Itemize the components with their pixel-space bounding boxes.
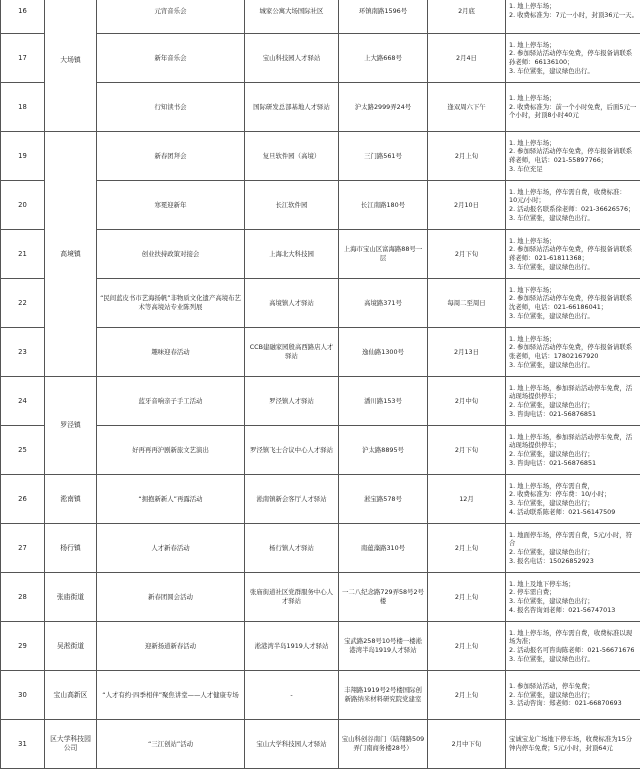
note-line: 3. 车位紧张，建议绿色出行； xyxy=(509,597,594,605)
parking-notes xyxy=(506,328,640,377)
organizer: 城家公寓大场国际社区 xyxy=(245,0,339,34)
row-number: 19 xyxy=(1,132,45,181)
note-line: 1. 参加驿站活动，停车免费； xyxy=(509,682,594,691)
district-name: 罗泾镇 xyxy=(45,377,97,475)
row-number: 17 xyxy=(1,34,45,83)
note-line: 2. 车位紧张，建议绿色出行； xyxy=(509,450,594,458)
address: 潘川路153号 xyxy=(339,377,428,426)
note-line: 个小时，封顶8小时40元 xyxy=(509,111,579,120)
note-line: 3. 车位紧张，建议绿色出行。 xyxy=(509,360,594,369)
note-line: 1. 地上停车场，停车需自费，收费标准： xyxy=(509,187,626,196)
district-name: 高境镇 xyxy=(45,132,97,377)
parking-notes xyxy=(506,671,640,720)
table-row xyxy=(1,524,640,573)
note-line: 10元/小时； xyxy=(509,196,545,205)
note-line: 张老师，电话：17802167920 xyxy=(509,352,599,360)
note-line: 3. 车位紧张，建议绿色出行。 xyxy=(509,311,594,320)
address: 一二八纪念路729弄58号2号楼 xyxy=(339,573,428,622)
event-time: 2月底 xyxy=(428,0,506,34)
note-line: 1. 地上停车场； xyxy=(509,94,556,103)
organizer: - xyxy=(245,671,339,720)
note-line: 钟内停车免费；5元/小时，封顶64元 xyxy=(509,744,613,752)
event-name: “三江创站”活动 xyxy=(97,720,245,769)
organizer: 宝山科技园人才驿站 xyxy=(245,34,339,83)
address: 高境路371号 xyxy=(339,279,428,328)
event-time: 逢双周六下午 xyxy=(428,83,506,132)
event-name: 元宵音乐会 xyxy=(97,0,245,34)
note-line: 3. 咨询电话：021-56876851 xyxy=(509,458,597,467)
event-time: 2月上旬 xyxy=(428,622,506,671)
parking-notes xyxy=(506,230,640,279)
organizer: 淞南镇新会客厅人才驿站 xyxy=(245,475,339,524)
organizer: CCB建融家园殷高西路店人才驿站 xyxy=(245,328,339,377)
event-time: 每周二至周日 xyxy=(428,279,506,328)
table-row xyxy=(1,181,640,230)
district-name: 杨行镇 xyxy=(45,524,97,573)
table-row xyxy=(1,377,640,426)
event-name: 好再再再沪剧新旅文艺演出 xyxy=(97,426,245,475)
table-row xyxy=(1,230,640,279)
note-line: 2. 参加驿站活动停车免费，停车报备请联系 xyxy=(509,294,633,303)
address: 宝武路258号10号楼一楼淞港湾半岛1919人才驿站 xyxy=(339,622,428,671)
organizer: 宝山大学科技园人才驿站 xyxy=(245,720,339,769)
address: 宝山科创谷南门（陆翔路509弄门南商务楼28号） xyxy=(339,720,428,769)
organizer: 复旦软件园（高境） xyxy=(245,132,339,181)
event-time: 2月13日 xyxy=(428,328,506,377)
note-line: 2. 停车需自费； xyxy=(509,588,556,597)
parking-notes xyxy=(506,181,640,230)
note-line: 3. 车位紧张，建议绿色出行。 xyxy=(509,262,594,271)
note-line: 1. 地上停车场，参加驿站活动停车免费，活 xyxy=(509,432,633,441)
address: 沪太路2999弄24号 xyxy=(339,83,428,132)
note-line: 1. 地上停车场； xyxy=(509,236,556,245)
table-row xyxy=(1,328,640,377)
table-row xyxy=(1,279,640,328)
note-line: 蒋老师，电话：021-55897766； xyxy=(509,156,608,164)
note-line: 蒋老师：021-61811368； xyxy=(509,254,588,262)
parking-notes xyxy=(506,720,640,769)
address: 沪太路8895号 xyxy=(339,426,428,475)
row-number: 16 xyxy=(1,0,45,34)
event-time: 2月4日 xyxy=(428,34,506,83)
table-row xyxy=(1,83,640,132)
note-line: 2. 活动报名可咨询陈老师：021-56671676 xyxy=(509,646,635,654)
parking-notes xyxy=(506,622,640,671)
event-name: 趣味迎春活动 xyxy=(97,328,245,377)
table-row xyxy=(1,720,640,769)
note-line: 2. 收费标准为：前一个小时免费，后面5元一 xyxy=(509,102,637,111)
row-number: 26 xyxy=(1,475,45,524)
parking-notes xyxy=(506,132,640,181)
row-number: 31 xyxy=(1,720,45,769)
address: 长江南路180号 xyxy=(339,181,428,230)
note-line: 2. 参加驿站活动停车免费，停车报备请联系 xyxy=(509,245,633,254)
event-name: 新年音乐会 xyxy=(97,34,245,83)
table-row xyxy=(1,622,640,671)
event-name: “民间蓝皮书市艺海扬帆”非物质文化遗产高境布艺术等高境站专业陈列展 xyxy=(97,279,245,328)
note-line: 3. 车位充足 xyxy=(509,164,543,173)
table-row xyxy=(1,0,640,34)
row-number: 30 xyxy=(1,671,45,720)
note-line: 3. 车位紧张，建议绿色出行； xyxy=(509,499,594,507)
district-name: 淞南镇 xyxy=(45,475,97,524)
table-row xyxy=(1,573,640,622)
event-name: 寒冕迎新年 xyxy=(97,181,245,230)
event-name: 新春团圆会活动 xyxy=(97,573,245,622)
note-line: 3. 车位紧张，建议绿色出行。 xyxy=(509,654,594,663)
note-line: 2. 参加驿站活动停车免费，停车报备请联系 xyxy=(509,147,633,156)
note-line: 1. 地上停车场； xyxy=(509,2,556,11)
event-name: 蓝牙音响亲子手工活动 xyxy=(97,377,245,426)
parking-notes xyxy=(506,524,640,573)
address: 环镇南路1596号 xyxy=(339,0,428,34)
event-time: 2月上旬 xyxy=(428,132,506,181)
note-line: 1. 地下停车场； xyxy=(509,285,556,294)
row-number: 20 xyxy=(1,181,45,230)
note-line: 4. 报名咨询刘老师：021-56747013 xyxy=(509,605,616,614)
note-line: 宝诚宝龙广场地下停车场，收费标准为15分 xyxy=(509,735,633,744)
note-line: 沈老师，电话：021-66186041； xyxy=(509,303,608,311)
row-number: 24 xyxy=(1,377,45,426)
address: 上大路668号 xyxy=(339,34,428,83)
note-line: 2. 车位紧张，建议绿色出行； xyxy=(509,401,594,409)
parking-notes xyxy=(506,475,640,524)
organizer: 长江软件园 xyxy=(245,181,339,230)
event-name: 新春团拜会 xyxy=(97,132,245,181)
table-row xyxy=(1,671,640,720)
note-line: 2. 收费标准为：7元一小时，封顶36元一天。 xyxy=(509,11,638,19)
note-line: 2. 活动报名联系徐老师：021-36626576； xyxy=(509,205,635,213)
note-line: 2. 车位紧张，建议绿色出行； xyxy=(509,548,594,556)
district-name: 张庙街道 xyxy=(45,573,97,622)
address: 淞宝路578号 xyxy=(339,475,428,524)
event-time: 2月中下旬 xyxy=(428,720,506,769)
address: 三门路561号 xyxy=(339,132,428,181)
parking-notes xyxy=(506,279,640,328)
parking-notes xyxy=(506,377,640,426)
row-number: 21 xyxy=(1,230,45,279)
address: 南蕴藻路310号 xyxy=(339,524,428,573)
event-time: 2月10日 xyxy=(428,181,506,230)
row-number: 25 xyxy=(1,426,45,475)
note-line: 1. 地上停车场； xyxy=(509,334,556,343)
table-row xyxy=(1,132,640,181)
note-line: 1. 地上停车场； xyxy=(509,138,556,147)
parking-notes xyxy=(506,83,640,132)
event-name: 创业扶持政策对接会 xyxy=(97,230,245,279)
note-line: 3. 活动咨询：郑老师：021-66870693 xyxy=(509,699,622,708)
note-line: 1. 地上停车场，停车需自费， xyxy=(509,481,594,490)
note-line: 场为准； xyxy=(509,637,535,646)
event-name: “拥抱新新人”再露活动 xyxy=(97,475,245,524)
event-name: “人才有约·四季相伴”聚焦讲堂——人才健康专场 xyxy=(97,671,245,720)
organizer: 上海北大科技园 xyxy=(245,230,339,279)
district-name: 宝山高新区 xyxy=(45,671,97,720)
event-time: 2月上旬 xyxy=(428,573,506,622)
event-name: 迎新扬道新春活动 xyxy=(97,622,245,671)
event-time: 2月下旬 xyxy=(428,230,506,279)
row-number: 27 xyxy=(1,524,45,573)
parking-notes xyxy=(506,34,640,83)
event-name: 人才新春活动 xyxy=(97,524,245,573)
note-line: 2. 车位紧张，建议绿色出行； xyxy=(509,690,594,699)
note-line: 3. 车位紧张，建议绿色出行。 xyxy=(509,213,594,222)
parking-notes xyxy=(506,0,640,34)
organizer: 罗泾镇人才驿站 xyxy=(245,377,339,426)
table-row xyxy=(1,34,640,83)
note-line: 4. 活动联系陈老师：021-56147509 xyxy=(509,507,616,516)
address: 上海市宝山区富海路88号一层 xyxy=(339,230,428,279)
organizer: 张庙街道社区党群服务中心人才驿站 xyxy=(245,573,339,622)
note-line: 2. 参加驿站活动停车免费，停车报备请联系 xyxy=(509,49,633,58)
row-number: 18 xyxy=(1,83,45,132)
note-line: 1. 地面停车场，停车需自费，5元/小时，符合 xyxy=(509,530,632,548)
note-line: 1. 地上停车场，停车需自费，收费标准以现 xyxy=(509,628,633,637)
table-body xyxy=(1,0,640,769)
parking-notes xyxy=(506,573,640,622)
event-name: 行知读书会 xyxy=(97,83,245,132)
note-line: 3. 咨询电话：021-56876851 xyxy=(509,409,597,418)
note-line: 1. 地上及地下停车场； xyxy=(509,579,575,588)
note-line: 2. 收费标准为：停车费：10/小时； xyxy=(509,490,611,499)
organizer: 淞港湾半岛1919人才驿站 xyxy=(245,622,339,671)
event-time: 2月中旬 xyxy=(428,377,506,426)
address: 丰翔路1919号2号楼国际创新路纳米材料研究院党建室 xyxy=(339,671,428,720)
parking-notes xyxy=(506,426,640,475)
note-line: 3. 车位紧张，建议绿色出行。 xyxy=(509,66,594,75)
note-line: 1. 地上停车场； xyxy=(509,40,556,49)
event-time: 2月上旬 xyxy=(428,671,506,720)
note-line: 1. 地上停车场，参加驿站活动停车免费，活 xyxy=(509,383,633,392)
table-row xyxy=(1,475,640,524)
note-line: 动现场提供停车； xyxy=(509,392,561,401)
note-line: 3. 报名电话：15026852923 xyxy=(509,556,594,565)
district-name: 区大学科技园公司 xyxy=(45,720,97,769)
row-number: 22 xyxy=(1,279,45,328)
organizer: 罗泾镇飞士合议中心人才驿站 xyxy=(245,426,339,475)
address: 逸仙路1300号 xyxy=(339,328,428,377)
row-number: 29 xyxy=(1,622,45,671)
organizer: 杨行镇人才驿站 xyxy=(245,524,339,573)
note-line: 2. 参加驿站活动停车免费，停车报备请联系 xyxy=(509,343,633,352)
event-time: 12月 xyxy=(428,475,506,524)
note-line: 孙老师：66136100； xyxy=(509,58,574,66)
district-name: 吴淞街道 xyxy=(45,622,97,671)
event-time: 2月上旬 xyxy=(428,524,506,573)
row-number: 23 xyxy=(1,328,45,377)
row-number: 28 xyxy=(1,573,45,622)
district-name: 大场镇 xyxy=(45,0,97,132)
table-row xyxy=(1,426,640,475)
note-line: 动现场提供停车； xyxy=(509,441,561,450)
event-time: 2月下旬 xyxy=(428,426,506,475)
organizer: 国际研发总部基地人才驿站 xyxy=(245,83,339,132)
organizer: 高境镇人才驿站 xyxy=(245,279,339,328)
